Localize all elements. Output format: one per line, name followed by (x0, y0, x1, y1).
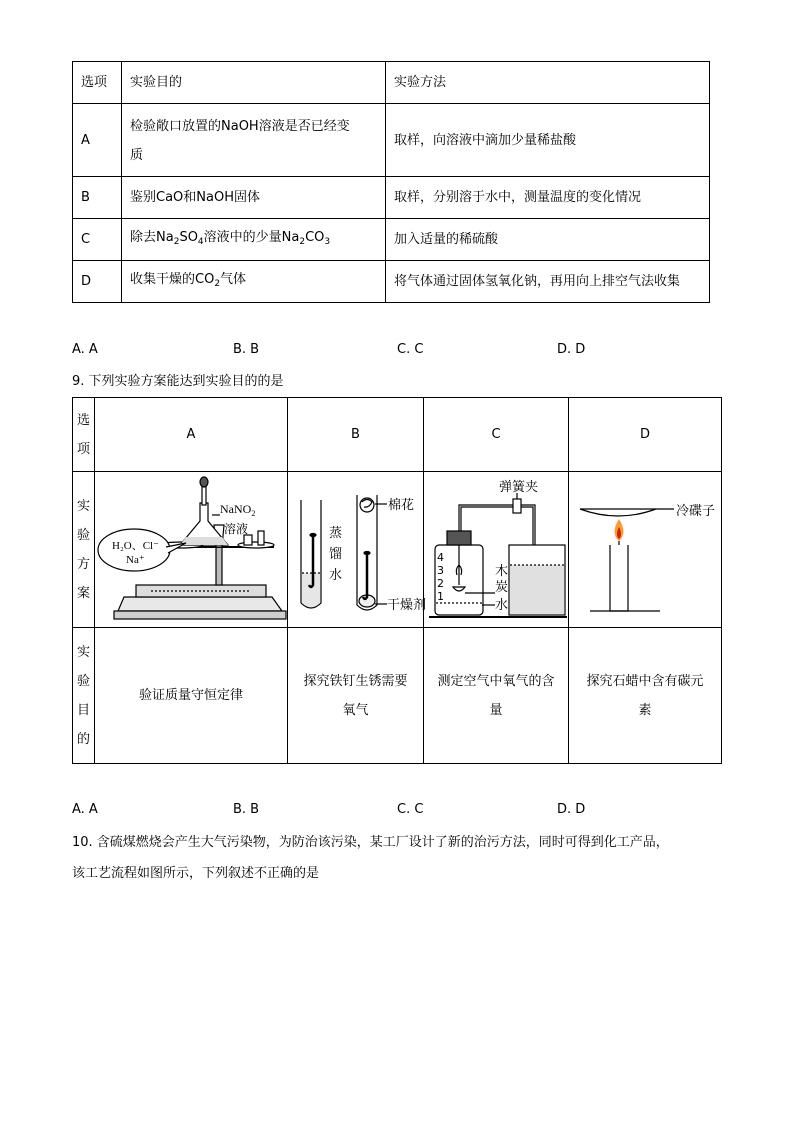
purpose-cell (122, 104, 386, 177)
water-label-3: 水 (329, 567, 343, 583)
label-char: 选 (76, 412, 90, 428)
purpose-cell (122, 219, 386, 261)
table-row (73, 261, 710, 303)
option-b[interactable]: B. B (233, 802, 260, 817)
goal-line: 探究石蜡中含有碳元 (586, 673, 704, 689)
desiccant-label: 干燥剂 (387, 597, 427, 613)
q8-options (72, 342, 772, 362)
charcoal-label-2: 炭 (495, 579, 509, 595)
purpose-cell: 鉴别CaO和NaOH固体 (122, 177, 386, 219)
option-c[interactable]: C. C (397, 802, 424, 817)
goal-c (424, 628, 569, 764)
purpose-cell (122, 261, 386, 303)
mark-4: 4 (437, 550, 444, 564)
purpose-line: 检验敞口放置的NaOH溶液是否已经变 (130, 118, 350, 134)
diagram-b-cell (288, 472, 427, 628)
water-label: 水 (495, 597, 509, 613)
goal-line: 素 (638, 702, 652, 718)
column-b: B (288, 398, 424, 472)
column-c: C (424, 398, 569, 472)
option-c[interactable]: C. C (397, 342, 424, 357)
header-option: 选项 (73, 62, 122, 104)
cold-dish-label: 冷碟子 (676, 503, 716, 519)
goal-b (288, 628, 424, 764)
option-label: A (73, 104, 122, 177)
mark-3: 3 (437, 563, 444, 577)
goal-d (569, 628, 722, 764)
table-row (73, 219, 710, 261)
goal-line: 验证质量守恒定律 (138, 688, 243, 703)
balance-diagram (96, 475, 286, 625)
label-char: 项 (76, 441, 90, 457)
goal-line: 探究铁钉生锈需要 (303, 673, 408, 689)
column-d: D (569, 398, 722, 472)
subscript: 2 (299, 236, 306, 247)
table-row (73, 104, 710, 177)
option-label: B (73, 177, 122, 219)
charcoal-label-1: 木 (495, 563, 509, 579)
option-a[interactable]: A. A (72, 342, 98, 357)
label-char: 案 (76, 585, 90, 601)
label-char: 实 (76, 498, 90, 514)
mark-2: 2 (437, 576, 444, 590)
header-purpose: 实验目的 (122, 62, 386, 104)
method-cell: 取样，分别溶于水中，测量温度的变化情况 (386, 177, 710, 219)
diagram-d-cell (569, 472, 722, 628)
q9-stem: 9. 下列实验方案能达到实验目的的是 (72, 374, 284, 389)
option-b[interactable]: B. B (233, 342, 260, 357)
subscript: 2 (173, 236, 180, 247)
option-d[interactable]: D. D (557, 802, 586, 817)
method-cell: 加入适量的稀硫酸 (386, 219, 710, 261)
label-char: 验 (76, 673, 90, 689)
label-char: 目 (76, 702, 90, 718)
diagram-c-cell (424, 472, 569, 628)
option-d[interactable]: D. D (557, 342, 586, 357)
q10-line-2: 该工艺流程如图所示，下列叙述不正确的是 (72, 866, 320, 881)
q9-options (72, 802, 772, 822)
cotton-label: 棉花 (388, 497, 415, 513)
q10-line-1: 10. 含硫煤燃烧会产生大气污染物，为防治该污染，某工厂设计了新的治污方法，同时可得到化工产品， (72, 835, 669, 850)
goal-line: 测定空气中氧气的含 (437, 673, 555, 689)
option-a[interactable]: A. A (72, 802, 98, 817)
option-label: C (73, 219, 122, 261)
goal-a (95, 628, 288, 764)
diagram-a-cell (95, 472, 288, 628)
subscript: 4 (197, 236, 204, 247)
text: 收集干燥的CO (130, 271, 215, 287)
q9-table (72, 397, 722, 764)
column-a: A (95, 398, 288, 472)
row-label-plan (73, 472, 95, 628)
option-label: D (73, 261, 122, 303)
clamp-label: 弹簧夹 (499, 479, 539, 495)
text: SO (179, 229, 198, 245)
solution-label: 溶液 (224, 521, 249, 536)
mark-1: 1 (437, 589, 444, 603)
text: 除去Na (130, 229, 174, 245)
q8-table (72, 61, 710, 303)
label-char: 验 (76, 527, 90, 543)
ion-label-2: Na⁺ (126, 553, 145, 566)
header-method: 实验方法 (386, 62, 710, 104)
test-tubes-diagram (289, 475, 427, 625)
purpose-line: 质 (130, 147, 144, 163)
text: 溶液中的少量Na (203, 229, 300, 245)
water-label-2: 馏 (329, 546, 343, 562)
goal-line: 氧气 (342, 702, 369, 718)
label-char: 方 (76, 556, 90, 572)
ion-label-1: H₂O、Cl⁻ (112, 539, 159, 552)
candle-diagram (570, 475, 720, 625)
oxygen-content-diagram (425, 475, 567, 625)
label-char: 实 (76, 644, 90, 660)
table-row (73, 177, 710, 219)
label-char: 的 (76, 731, 90, 747)
water-label-1: 蒸 (329, 525, 343, 541)
row-label-option (73, 398, 95, 472)
text: 气体 (220, 271, 247, 287)
salt-label: NaNO$_2$ (220, 501, 256, 518)
subscript: 2 (214, 278, 221, 289)
method-cell: 取样，向溶液中滴加少量稀盐酸 (386, 104, 710, 177)
subscript: 3 (324, 236, 331, 247)
row-label-goal (73, 628, 95, 764)
goal-line: 量 (489, 702, 503, 718)
text: CO (305, 229, 325, 245)
method-cell: 将气体通过固体氢氧化钠，再用向上排空气法收集 (386, 261, 710, 303)
